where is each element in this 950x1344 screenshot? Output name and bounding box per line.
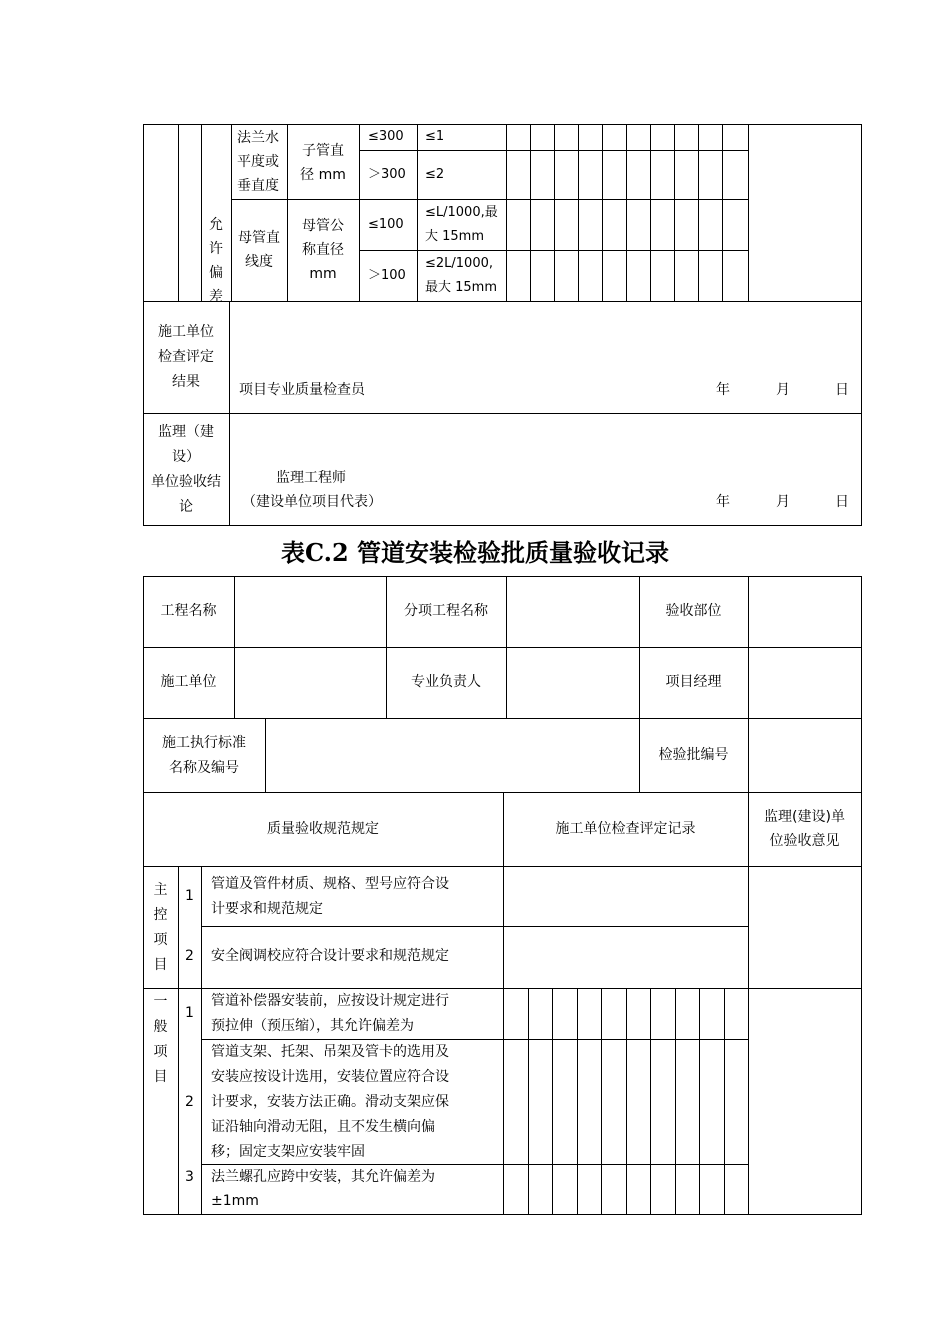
supervisor-header: 位验收意见 [769, 833, 840, 849]
table-title: 表C.2 管道安装检验批质量验收记录 [280, 538, 670, 567]
item-text: 安装应按设计选用，安装位置应符合设 [211, 1069, 449, 1085]
flange-label-line: 法兰水 [237, 130, 279, 146]
mother-pipe-label: 母管直 [238, 230, 280, 246]
item-number: 2 [185, 948, 194, 964]
mother-nominal-label: 母管公 [302, 218, 344, 234]
spec-header: 质量验收规范规定 [267, 821, 379, 837]
supervisor-label: 论 [179, 499, 193, 515]
supervisor-label: 设） [172, 449, 200, 465]
vertical-label-char: 许 [209, 241, 223, 257]
general-items-label: 目 [153, 1069, 168, 1085]
inspector-label: 项目专业质量检查员 [239, 382, 365, 398]
flange-label-line: 平度或 [237, 154, 279, 170]
acceptance-part-label: 验收部位 [665, 603, 722, 619]
tolerance-value: 大 15mm [425, 229, 485, 244]
mother-pipe-label: 线度 [245, 254, 273, 270]
supervisor-header: 监理(建设)单 [764, 809, 845, 825]
construction-result-label: 施工单位 [158, 324, 214, 340]
engineer-label: （建设单位项目代表） [242, 494, 382, 510]
item-text: ±1mm [211, 1193, 259, 1209]
item-text: 证沿轴向滑动无阻，且不发生横向偏 [211, 1119, 435, 1135]
tolerance-value: ≤2 [425, 167, 445, 182]
construction-unit-label: 施工单位 [160, 674, 217, 690]
batch-number-label: 检验批编号 [658, 747, 729, 763]
record-header: 施工单位检查评定记录 [555, 821, 696, 837]
item-number: 1 [185, 888, 194, 904]
main-items-label: 控 [153, 907, 168, 923]
range-value: ≤300 [368, 129, 404, 144]
date-year: 年 [716, 494, 730, 510]
flange-label-line: 垂直度 [237, 178, 279, 194]
project-manager-label: 项目经理 [665, 674, 722, 690]
item-text: 法兰螺孔应跨中安装，其允许偏差为 [211, 1169, 435, 1185]
general-items-label: 项 [153, 1044, 168, 1060]
mother-nominal-label: 称直径 [302, 242, 344, 258]
date-year: 年 [716, 382, 730, 398]
sub-pipe-label: 子管直 [302, 143, 344, 159]
item-text: 移；固定支架应安装牢固 [211, 1144, 365, 1160]
mother-nominal-label: mm [309, 266, 337, 282]
date-month: 月 [776, 494, 790, 510]
project-name-label: 工程名称 [160, 603, 217, 619]
supervisor-label: 单位验收结 [151, 474, 221, 490]
sub-pipe-label: 径 mm [300, 167, 346, 183]
vertical-label-char: 差 [209, 289, 223, 301]
supervisor-label: 监理（建 [158, 424, 214, 440]
standard-label: 名称及编号 [169, 760, 239, 776]
date-day: 日 [835, 382, 849, 398]
range-value: ≤100 [368, 217, 404, 232]
general-items-label: 般 [153, 1019, 168, 1035]
tolerance-value: ≤2L/1000, [425, 256, 494, 271]
sub-project-name-label: 分项工程名称 [404, 603, 488, 619]
tolerance-value: ≤L/1000,最 [425, 205, 498, 220]
item-number: 1 [185, 1005, 194, 1021]
date-month: 月 [776, 382, 790, 398]
main-items-label: 目 [153, 957, 168, 973]
professional-lead-label: 专业负责人 [411, 674, 481, 690]
main-items-label: 项 [153, 932, 168, 948]
date-day: 日 [835, 494, 849, 510]
main-items-label: 主 [153, 882, 168, 898]
item-text: 管道补偿器安装前，应按设计规定进行 [211, 993, 449, 1009]
tolerance-value: 最大 15mm [425, 280, 498, 295]
general-items-label: 一 [153, 994, 168, 1010]
construction-result-label: 结果 [172, 374, 200, 390]
standard-label: 施工执行标准 [162, 735, 246, 751]
item-text: 预拉伸（预压缩），其允许偏差为 [211, 1018, 414, 1034]
range-value: ＞100 [368, 268, 406, 283]
construction-result-label: 检查评定 [158, 349, 214, 365]
item-text: 计要求，安装方法正确。滑动支架应保 [211, 1094, 449, 1110]
item-number: 2 [185, 1094, 194, 1110]
vertical-label-char: 偏 [209, 265, 223, 281]
item-number: 3 [185, 1169, 194, 1185]
item-text: 管道支架、托架、吊架及管卡的选用及 [211, 1044, 449, 1060]
item-text: 管道及管件材质、规格、型号应符合设 [211, 876, 449, 892]
item-text: 计要求和规范规定 [211, 901, 323, 917]
tolerance-value: ≤1 [425, 129, 445, 144]
engineer-label: 监理工程师 [276, 470, 346, 486]
range-value: ＞300 [368, 167, 406, 182]
vertical-label-char: 允 [209, 217, 223, 233]
item-text: 安全阀调校应符合设计要求和规范规定 [211, 948, 449, 964]
